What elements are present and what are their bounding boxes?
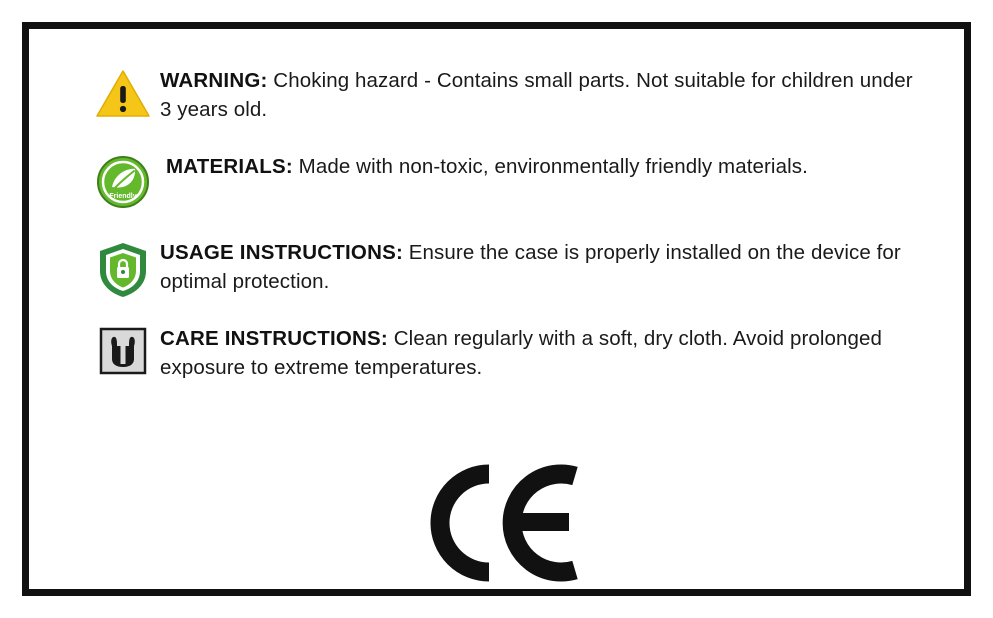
notice-text-materials	[154, 152, 925, 181]
shield-protection-icon	[92, 238, 154, 300]
notice-body-usage: Ensure the case is properly installed on the device for optimal protection.	[160, 241, 901, 294]
notice-title-materials: MATERIALS:	[166, 155, 293, 178]
svg-text:Friendly: Friendly	[109, 193, 137, 200]
warning-triangle-icon	[92, 66, 154, 128]
notice-body-warning: Choking hazard - Contains small parts. Not suitable for children under 3 years old.	[160, 69, 913, 122]
notice-text-usage	[154, 238, 925, 296]
notice-text-warning	[154, 66, 925, 124]
notice-item-materials	[92, 152, 925, 214]
handle-with-care-icon	[92, 324, 154, 386]
notice-body-care: Clean regularly with a soft, dry cloth. Avoid prolonged exposure to extreme temperatures.	[160, 327, 883, 380]
notice-item-usage	[92, 238, 925, 300]
ce-conformity-mark	[22, 464, 971, 582]
notice-title-usage: USAGE INSTRUCTIONS:	[160, 241, 403, 264]
notice-list	[92, 66, 925, 386]
notice-item-warning	[92, 66, 925, 128]
notice-title-warning: WARNING:	[160, 69, 268, 92]
notice-item-care	[92, 324, 925, 386]
eco-friendly-leaf-icon	[92, 152, 154, 214]
label-content	[22, 22, 971, 596]
notice-text-care	[154, 324, 925, 382]
notice-body-materials: Made with non-toxic, environmentally friendly materials.	[292, 155, 808, 178]
notice-title-care: CARE INSTRUCTIONS:	[160, 327, 388, 350]
